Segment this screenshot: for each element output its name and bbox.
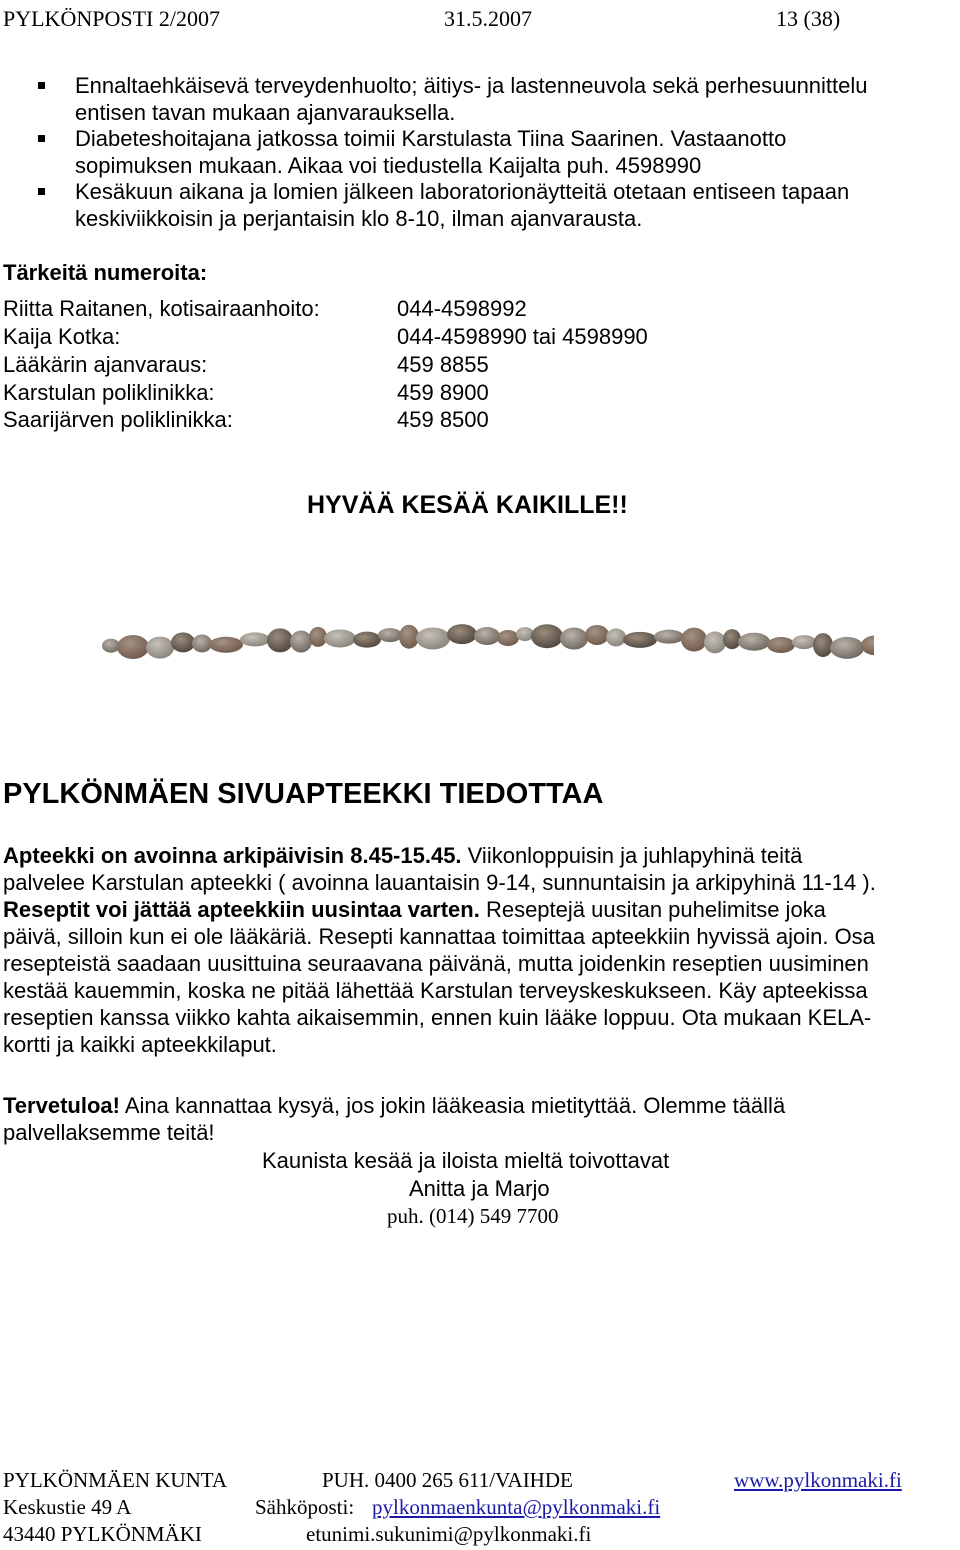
paragraph-line [3, 1119, 958, 1146]
stone-shape [171, 632, 195, 652]
footer-phone: PUH. 0400 265 611/VAIHDE [322, 1468, 573, 1492]
number-name: Saarijärven poliklinikka: [3, 407, 233, 432]
stones-decoration-image [96, 618, 874, 662]
footer-org: PYLKÖNMÄEN KUNTA [3, 1468, 228, 1492]
bullet-line: entisen tavan mukaan ajanvarauksella. [75, 99, 456, 125]
number-value: 459 8900 [397, 380, 489, 405]
page-number: 13 (38) [776, 6, 841, 31]
stone-shape [497, 630, 519, 646]
stone-shape [654, 630, 684, 644]
paragraph-line [3, 923, 958, 950]
welcome-paragraph [3, 1092, 958, 1146]
paragraph-line [3, 869, 958, 896]
footer-street: Keskustie 49 A [3, 1495, 132, 1519]
bullet-item-diabetes [38, 126, 958, 179]
footer-website-link[interactable]: www.pylkonmaki.fi [734, 1468, 902, 1492]
plain-text: palvellaksemme teitä! [3, 1120, 215, 1145]
stone-shape [447, 624, 477, 644]
plain-text: Reseptejä uusitan puhelimitse joka [479, 897, 826, 922]
stone-shape [416, 627, 450, 649]
bullet-item-prevention [38, 73, 958, 126]
stone-shape [290, 631, 312, 653]
bullet-line: sopimuksen mukaan. Aikaa voi tiedustella Kaijalta puh. 4598990 [75, 152, 702, 178]
number-value: 459 8855 [397, 352, 489, 377]
paragraph-line [3, 1004, 958, 1031]
number-name: Karstulan poliklinikka: [3, 380, 215, 405]
stone-shape [738, 633, 770, 651]
number-name: Lääkärin ajanvaraus: [3, 352, 208, 377]
paragraph-line [3, 1092, 958, 1119]
square-bullet-icon [38, 135, 45, 142]
publication-date: 31.5.2007 [444, 6, 532, 31]
stone-shape [474, 627, 500, 645]
pharmacy-title: PYLKÖNMÄEN SIVUAPTEEKKI TIEDOTTAA [3, 778, 604, 810]
signature-names: Anitta ja Marjo [409, 1176, 550, 1201]
stone-shape [353, 632, 381, 648]
stone-shape [606, 628, 626, 646]
stone-shape [209, 637, 243, 653]
stone-shape [861, 635, 874, 655]
bold-text: Reseptit voi jättää apteekkiin uusintaa varten. [3, 897, 480, 922]
number-value: 044-4598992 [397, 296, 527, 321]
stone-shape [792, 635, 816, 649]
paragraph-line [3, 977, 958, 1004]
footer-email-label: Sähköposti: [255, 1495, 355, 1519]
summer-greeting: HYVÄÄ KESÄÄ KAIKILLE!! [307, 491, 628, 519]
plain-text: päivä, silloin kun ei ole lääkäriä. Resepti kannattaa toimittaa apteekkiin hyvissä ajoin. Osa [3, 924, 875, 949]
signature-greeting: Kaunista kesää ja iloista mieltä toivottavat [262, 1148, 670, 1173]
bullet-line: Diabeteshoitajana jatkossa toimii Karstulasta Tiina Saarinen. Vastaanotto [75, 126, 787, 151]
plain-text: reseptien kanssa viikko kahta aikaisemmin, ennen kuin lääke loppuu. Ota mukaan KELA- [3, 1005, 872, 1030]
important-numbers-title: Tärkeitä numeroita: [3, 260, 208, 285]
number-name: Kaija Kotka: [3, 324, 121, 349]
square-bullet-icon [38, 188, 45, 195]
bullet-item-laboratory [38, 179, 958, 232]
paragraph-line [3, 896, 958, 923]
footer-email-format: etunimi.sukunimi@pylkonmaki.fi [306, 1522, 592, 1546]
plain-text: kortti ja kaikki apteekkilaput. [3, 1032, 277, 1057]
plain-text: kestää kauemmin, koska ne pitää lähettää Karstulan terveyskeskukseen. Käy apteekissa [3, 978, 868, 1003]
info-bullet-list [38, 73, 958, 232]
square-bullet-icon [38, 82, 45, 89]
stone-shape [267, 628, 293, 652]
stone-shape [704, 631, 726, 653]
stone-shape [585, 625, 609, 645]
stone-shape [117, 635, 149, 659]
stone-shape [623, 632, 657, 648]
signature-phone: puh. (014) 549 7700 [387, 1204, 559, 1228]
bullet-line: Kesäkuun aikana ja lomien jälkeen laboratorionäytteitä otetaan entiseen tapaan [75, 179, 850, 204]
stone-shape [813, 633, 833, 657]
bullet-line: keskiviikkoisin ja perjantaisin klo 8-10, ilman ajanvarausta. [75, 205, 643, 231]
stone-shape [681, 628, 707, 652]
pharmacy-info-paragraph [3, 842, 958, 1058]
plain-text: Aina kannattaa kysyä, jos jokin lääkeasia mietityttää. Olemme täällä [119, 1093, 786, 1118]
plain-text: palvelee Karstulan apteekki ( avoinna lauantaisin 9-14, sunnuntaisin ja arkipyhinä 11-14 ). [3, 870, 876, 895]
stone-shape [531, 624, 563, 648]
footer-email-link[interactable]: pylkonmaenkunta@pylkonmaki.fi [372, 1495, 661, 1519]
number-value: 459 8500 [397, 407, 489, 432]
stone-shape [830, 637, 864, 659]
paragraph-line [3, 842, 958, 869]
publication-name: PYLKÖNPOSTI 2/2007 [3, 6, 220, 31]
stone-shape [399, 625, 419, 649]
stone-shape [560, 628, 588, 650]
bold-text: Tervetuloa! [3, 1093, 120, 1118]
bold-text: Apteekki on avoinna arkipäivisin 8.45-15.45. [3, 843, 462, 868]
stone-shape [146, 637, 174, 659]
plain-text: resepteistä saadaan uusittuina seuraavana päivänä, mutta joidenkin reseptien uusiminen [3, 951, 869, 976]
footer-postal: 43440 PYLKÖNMÄKI [3, 1522, 202, 1546]
stone-shape [192, 634, 212, 652]
stone-shape [324, 629, 356, 647]
stone-shape [240, 632, 270, 646]
paragraph-line [3, 1031, 958, 1058]
plain-text: Viikonloppuisin ja juhlapyhinä teitä [461, 843, 803, 868]
stone-shape [378, 628, 402, 642]
number-value: 044-4598990 tai 4598990 [397, 324, 648, 349]
paragraph-line [3, 950, 958, 977]
stone-shape [767, 637, 795, 653]
stone-shape [723, 629, 741, 649]
bullet-line: Ennaltaehkäisevä terveydenhuolto; äitiys- ja lastenneuvola sekä perhesuunnittelu [75, 73, 868, 98]
number-name: Riitta Raitanen, kotisairaanhoito: [3, 296, 320, 321]
